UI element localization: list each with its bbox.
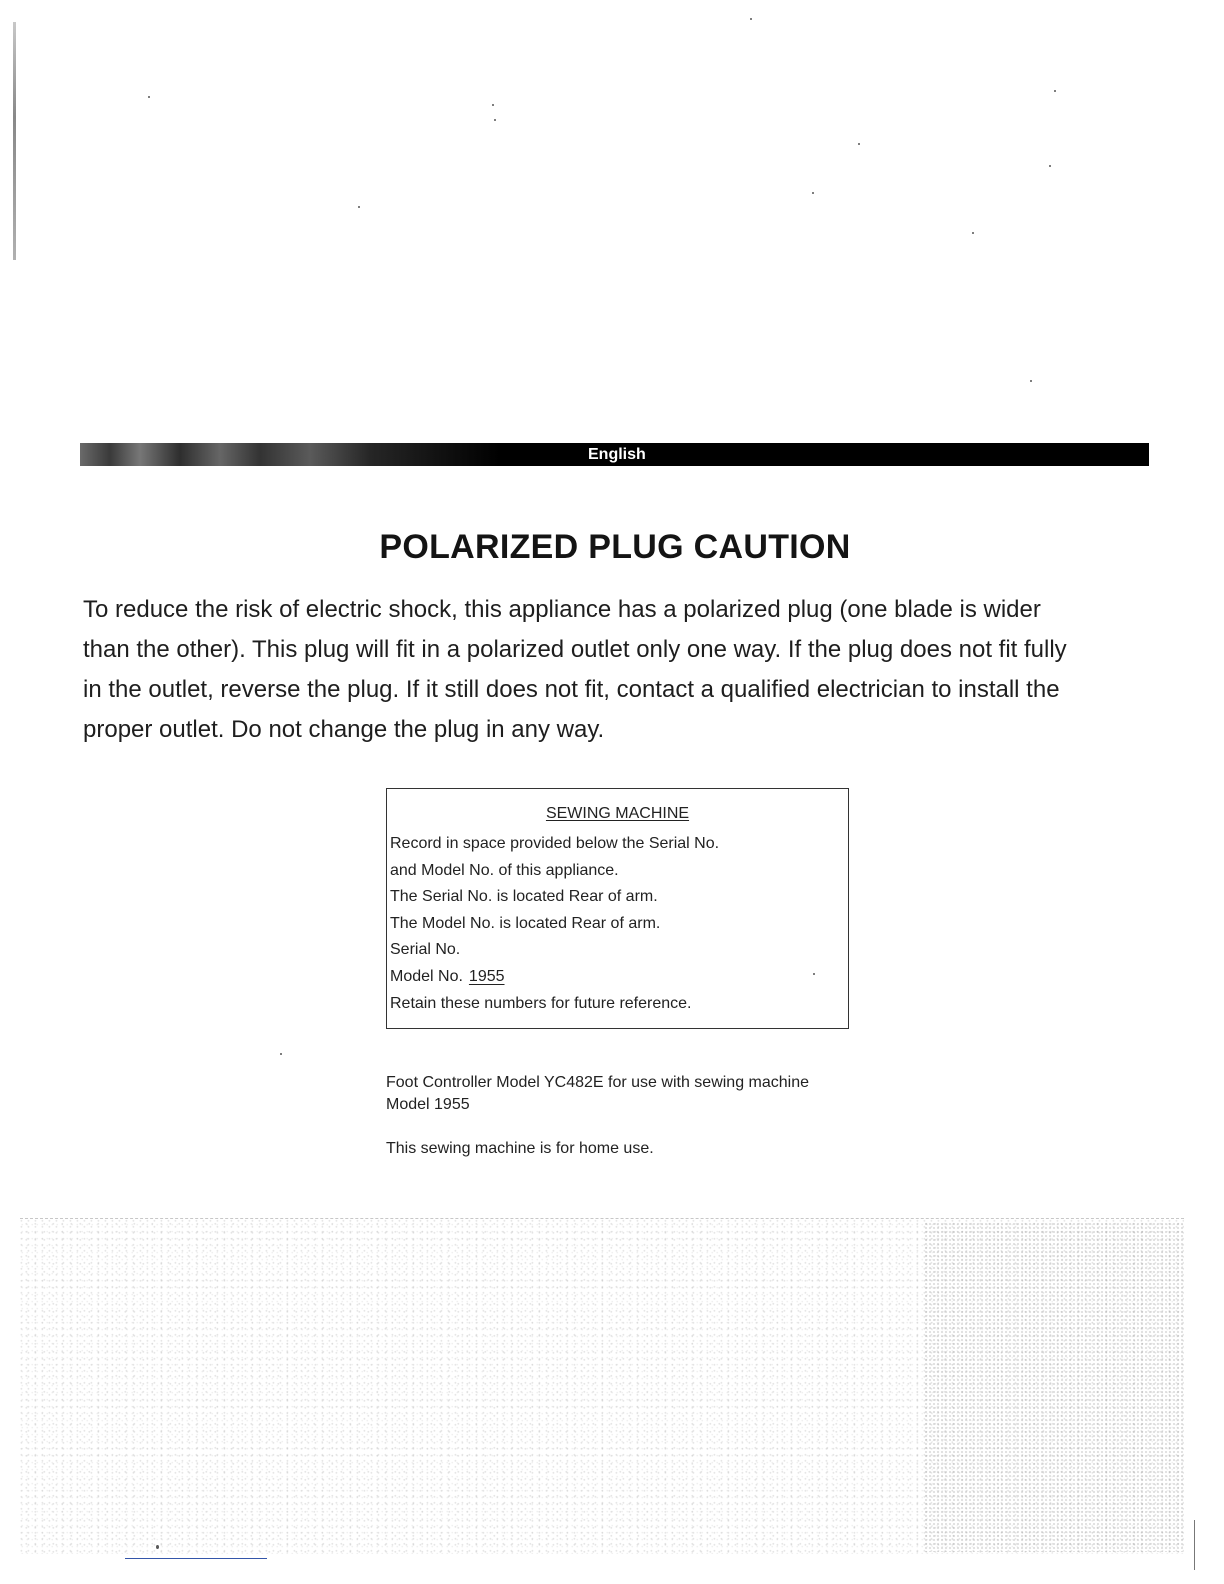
page-title: POLARIZED PLUG CAUTION xyxy=(379,528,851,566)
model-number-label: Model No. xyxy=(390,967,463,985)
scan-noise-right xyxy=(924,1222,1184,1552)
foot-controller-line: Foot Controller Model YC482E for use with sewing machine xyxy=(386,1074,810,1091)
bottom-rule xyxy=(125,1558,267,1559)
caution-line: in the outlet, reverse the plug. If it still does not fit, contact a qualified electrician to install the xyxy=(83,676,1060,703)
serial-number-line: Serial No. xyxy=(390,941,461,959)
caution-line: To reduce the risk of electric shock, this appliance has a polarized plug (one blade is wider xyxy=(83,596,1041,623)
model-number-line xyxy=(390,964,719,991)
record-line: and Model No. of this appliance. xyxy=(390,861,619,879)
language-label: English xyxy=(588,446,646,463)
record-box-lines xyxy=(390,831,719,1017)
model-number-value: 1955 xyxy=(468,967,505,985)
retain-note: Retain these numbers for future reference. xyxy=(390,994,692,1012)
edge-tick xyxy=(1194,1520,1195,1570)
caution-paragraph xyxy=(83,590,1163,750)
serial-record-box xyxy=(386,788,849,1029)
foot-controller-line: Model 1955 xyxy=(386,1096,470,1113)
foot-controller-note xyxy=(386,1072,809,1116)
caution-line: than the other). This plug will fit in a polarized outlet only one way. If the plug does not fit fully xyxy=(83,636,1067,663)
record-line: The Serial No. is located Rear of arm. xyxy=(390,888,658,906)
home-use-note: This sewing machine is for home use. xyxy=(386,1140,654,1157)
record-line: Record in space provided below the Serial No. xyxy=(390,835,720,852)
caution-line: proper outlet. Do not change the plug in any way. xyxy=(83,716,605,743)
record-line: The Model No. is located Rear of arm. xyxy=(390,914,661,932)
scan-edge-artifact xyxy=(13,22,16,260)
record-box-heading: SEWING MACHINE xyxy=(545,805,690,822)
